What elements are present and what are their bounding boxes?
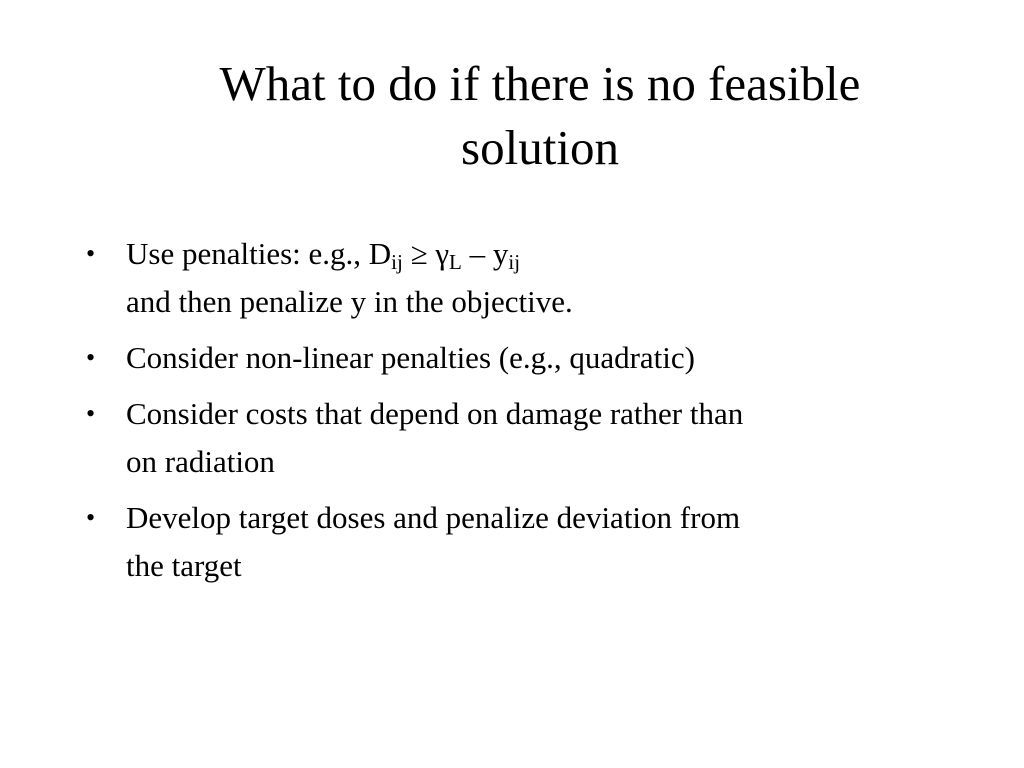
bullet-text-line-2: the target [126, 548, 242, 583]
bullet-icon: • [86, 503, 96, 532]
bullet-item-nonlinear [86, 334, 946, 382]
bullet-text-line-1: Develop target doses and penalize deviation from [126, 500, 741, 535]
bullet-text: Consider non-linear penalties (e.g., quadratic) [126, 340, 695, 375]
formula-subscript-ij-y: ij [508, 250, 521, 274]
bullet-icon: • [86, 399, 96, 428]
formula-geq-gamma: ≥ γ [402, 236, 450, 271]
bullet-item-penalties [86, 230, 946, 326]
formula-minus-y: – y [461, 236, 509, 271]
slide-title-line-1: What to do if there is no feasible [219, 56, 861, 111]
slide-title [60, 52, 1020, 180]
bullet-list [86, 230, 946, 598]
penalty-formula-line [126, 230, 946, 278]
bullet-text-line-2: on radiation [126, 444, 275, 479]
formula-subscript-ij: ij [391, 250, 403, 274]
bullet-item-damage-costs [86, 390, 946, 486]
formula-prefix: Use penalties: e.g., D [126, 236, 392, 271]
bullet-text-line-2: and then penalize y in the objective. [126, 284, 573, 319]
bullet-icon: • [86, 343, 96, 372]
slide-title-line-2: solution [461, 120, 619, 175]
bullet-icon: • [86, 239, 96, 268]
bullet-item-target-doses [86, 494, 946, 590]
bullet-text-line-1: Consider costs that depend on damage rather than [126, 396, 744, 431]
formula-subscript-l: L [449, 250, 462, 274]
